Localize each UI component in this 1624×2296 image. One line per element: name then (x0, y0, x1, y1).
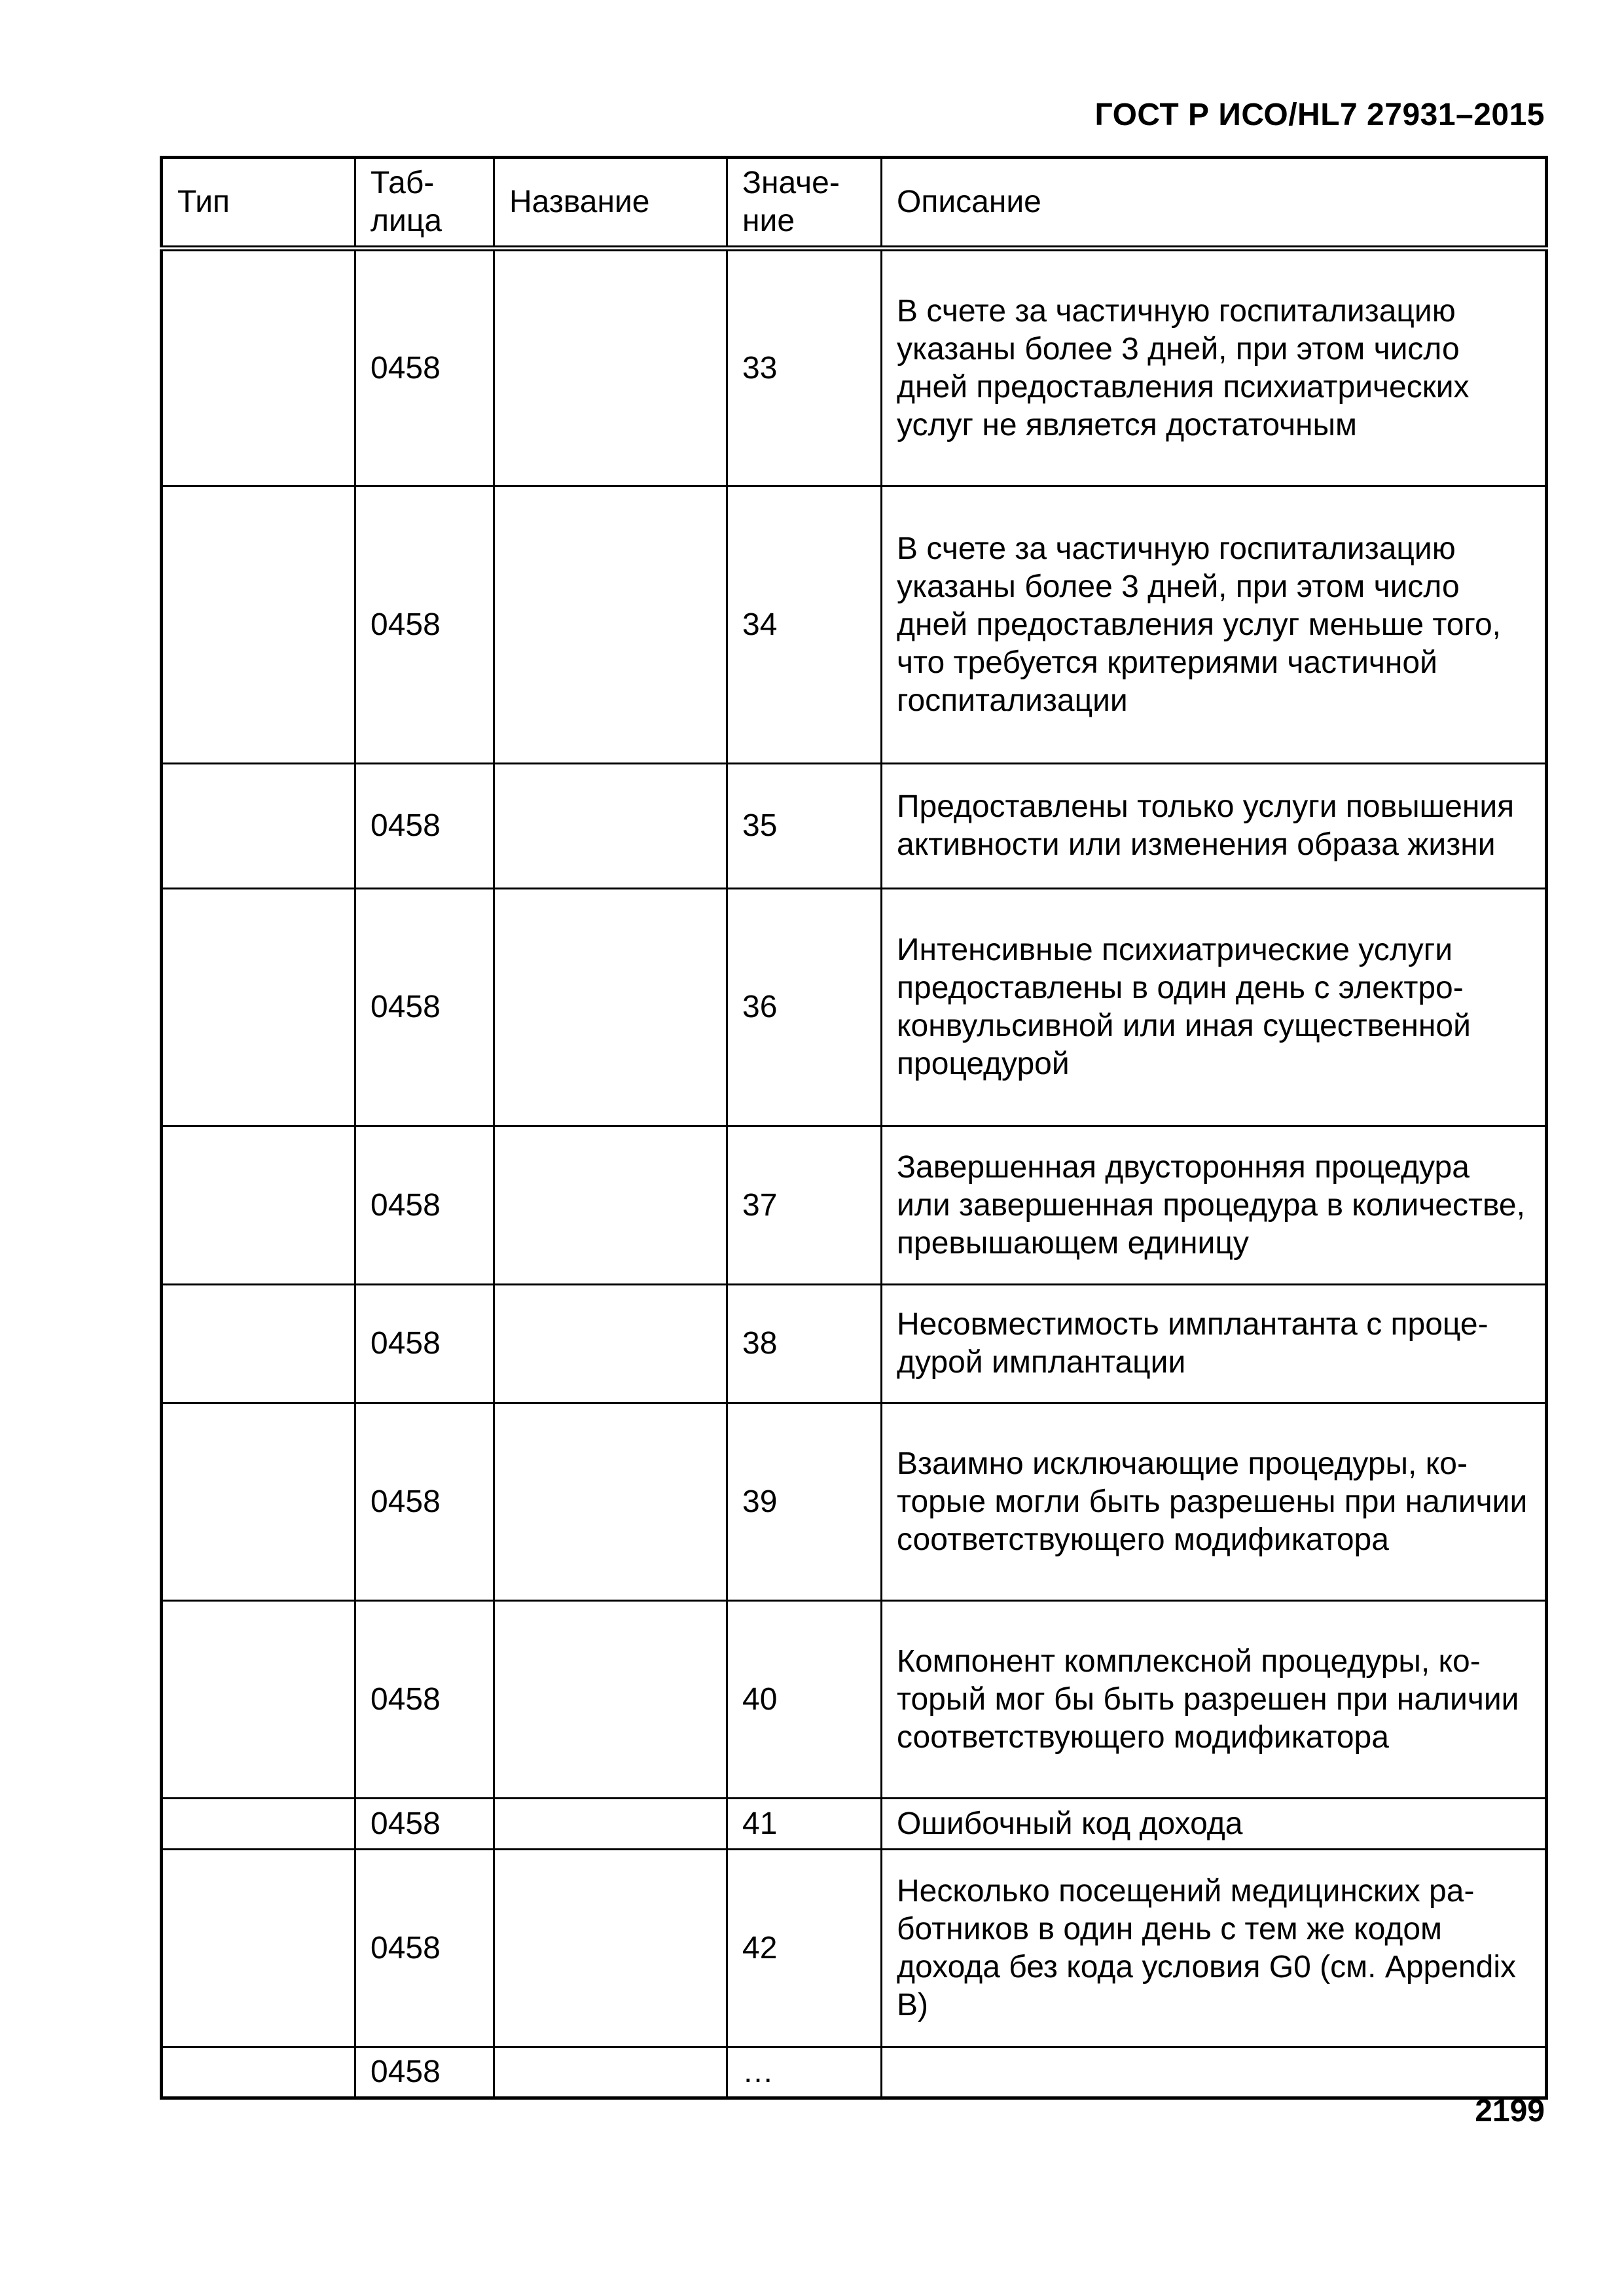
table-row (162, 1285, 1547, 1403)
cell-name (494, 1285, 727, 1403)
cell-type (162, 1126, 355, 1285)
cell-description: Интенсивные психиатрические услуги предоставлены в один день с электроконвульсивной или иная существенной процедурой (882, 889, 1547, 1126)
cell-description: В счете за частичную госпитализацию указаны более 3 дней, при этом число дней предоставления услуг меньше того, что требуется критериями частичной госпитализации (882, 486, 1547, 764)
cell-value: … (727, 2047, 882, 2098)
cell-type (162, 764, 355, 889)
cell-name (494, 1126, 727, 1285)
cell-name (494, 1850, 727, 2047)
cell-type (162, 1403, 355, 1601)
column-header-value-line1: Значе- (742, 166, 840, 200)
cell-name (494, 889, 727, 1126)
cell-name (494, 764, 727, 889)
table-row (162, 1799, 1547, 1850)
cell-type (162, 889, 355, 1126)
cell-description: Взаимно исключающие процедуры, которые могли быть разрешены при наличии соответствующего модификатора (882, 1403, 1547, 1601)
cell-table: 0458 (355, 249, 494, 486)
cell-description (882, 2047, 1547, 2098)
cell-value: 33 (727, 249, 882, 486)
cell-value: 35 (727, 764, 882, 889)
cell-name (494, 249, 727, 486)
column-header-table-line2: лица (370, 204, 442, 238)
table-header-row (162, 158, 1547, 249)
column-header-type: Тип (162, 158, 355, 249)
cell-description: В счете за частичную госпитализацию указаны более 3 дней, при этом число дней предоставления психиатрических услуг не является достаточным (882, 249, 1547, 486)
cell-type (162, 1285, 355, 1403)
table-row (162, 1126, 1547, 1285)
column-header-value-line2: ние (742, 204, 795, 238)
cell-table: 0458 (355, 1850, 494, 2047)
cell-table: 0458 (355, 1601, 494, 1799)
table-row (162, 1601, 1547, 1799)
cell-name (494, 1799, 727, 1850)
cell-table: 0458 (355, 1285, 494, 1403)
cell-type (162, 249, 355, 486)
cell-type (162, 1850, 355, 2047)
column-header-table (355, 158, 494, 249)
cell-table: 0458 (355, 2047, 494, 2098)
cell-type (162, 1799, 355, 1850)
cell-name (494, 2047, 727, 2098)
cell-value: 36 (727, 889, 882, 1126)
cell-description: Несовместимость имплантанта с процедурой имплантации (882, 1285, 1547, 1403)
table-row (162, 1850, 1547, 2047)
cell-table: 0458 (355, 889, 494, 1126)
table-row (162, 486, 1547, 764)
cell-type (162, 486, 355, 764)
cell-value: 41 (727, 1799, 882, 1850)
table-row (162, 249, 1547, 486)
document-standard-header: ГОСТ Р ИСО/HL7 27931–2015 (1094, 98, 1545, 132)
cell-description: Завершенная двусторонняя процедура или завершенная процедура в количестве, превышающем единицу (882, 1126, 1547, 1285)
column-header-value (727, 158, 882, 249)
table-row (162, 889, 1547, 1126)
cell-value: 39 (727, 1403, 882, 1601)
column-header-table-line1: Таб- (370, 166, 435, 200)
column-header-name: Название (494, 158, 727, 249)
cell-value: 34 (727, 486, 882, 764)
table-row (162, 764, 1547, 889)
cell-name (494, 486, 727, 764)
cell-name (494, 1601, 727, 1799)
table-row (162, 1403, 1547, 1601)
cell-value: 40 (727, 1601, 882, 1799)
cell-table: 0458 (355, 764, 494, 889)
cell-type (162, 1601, 355, 1799)
page-number: 2199 (1475, 2094, 1545, 2128)
cell-description: Ошибочный код дохода (882, 1799, 1547, 1850)
column-header-description: Описание (882, 158, 1547, 249)
cell-value: 42 (727, 1850, 882, 2047)
table-row (162, 2047, 1547, 2098)
cell-table: 0458 (355, 1126, 494, 1285)
cell-name (494, 1403, 727, 1601)
cell-table: 0458 (355, 1403, 494, 1601)
cell-description: Предоставлены только услуги повышения активности или изменения образа жизни (882, 764, 1547, 889)
code-table (160, 156, 1548, 2100)
cell-description: Несколько посещений медицинских работников в один день с тем же кодом дохода без кода условия G0 (см. Appendix B) (882, 1850, 1547, 2047)
cell-value: 38 (727, 1285, 882, 1403)
cell-table: 0458 (355, 486, 494, 764)
cell-value: 37 (727, 1126, 882, 1285)
cell-description: Компонент комплексной процедуры, который мог бы быть разрешен при наличии соответствующего модификатора (882, 1601, 1547, 1799)
cell-type (162, 2047, 355, 2098)
cell-table: 0458 (355, 1799, 494, 1850)
